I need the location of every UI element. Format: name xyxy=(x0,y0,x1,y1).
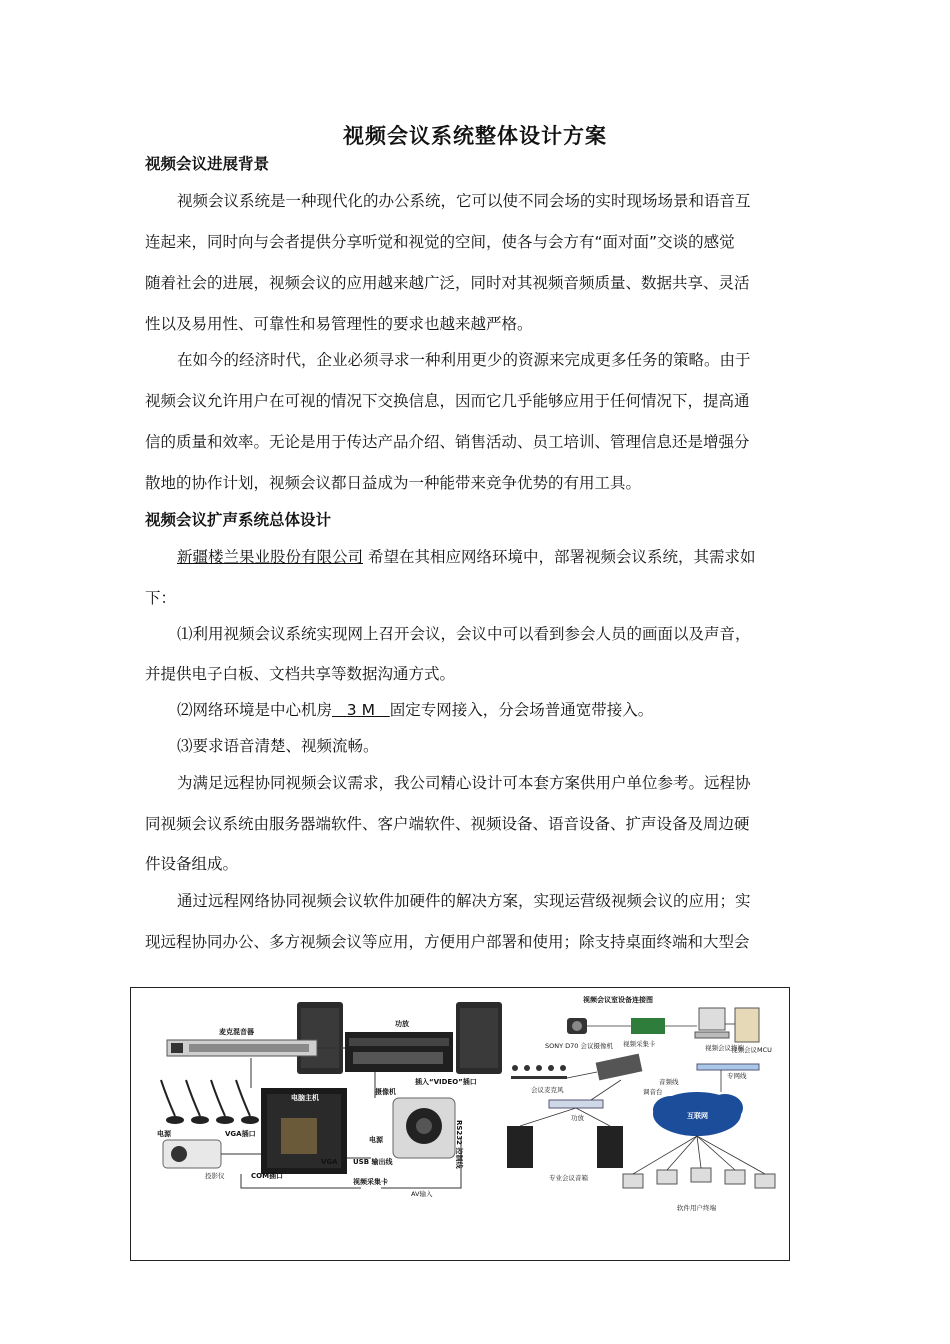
section-heading-design: 视频会议扩声系统总体设计 xyxy=(145,511,332,529)
amp-label-right: 功放 xyxy=(571,1114,584,1122)
paragraph-text: 希望在其相应网络环境中，部署视频会议系统，其需求如 xyxy=(367,548,756,566)
paragraph-line: 下： xyxy=(145,589,177,607)
video-port-label: 插入“VIDEO”插口 xyxy=(415,1078,477,1086)
paragraph-line: 信的质量和效率。无论是用于传达产品介绍、销售活动、员工培训、管理信息还是增强分 xyxy=(145,433,750,451)
vga-label: VGA xyxy=(321,1158,338,1166)
section-heading-background: 视频会议进展背景 xyxy=(145,155,270,173)
audio-line-label: 音频线 xyxy=(659,1078,679,1086)
mixer-icon xyxy=(167,1040,317,1056)
conference-speakers-icon xyxy=(507,1126,623,1168)
conference-mics-icon xyxy=(511,1065,567,1079)
projector-icon xyxy=(163,1140,221,1168)
capture-card-label: 视频采集卡 xyxy=(353,1178,388,1186)
power-label-1: 电源 xyxy=(157,1130,171,1138)
paragraph-line: 现远程协同办公、多方视频会议等应用，方便用户部署和使用；除支持桌面终端和大型会 xyxy=(145,933,750,951)
user-terminals-icon xyxy=(623,1168,775,1188)
terminal-label: 视频会议终端 xyxy=(705,1044,744,1052)
requirement-item-1: ⑴利用视频会议系统实现网上召开会议，会议中可以看到参会人员的画面以及声音， xyxy=(177,625,751,643)
paragraph-line: 件设备组成。 xyxy=(145,855,239,873)
equipment-diagram-svg xyxy=(131,988,788,1259)
sony-camera-icon xyxy=(567,1018,587,1034)
paragraph-line: 视频会议允许用户在可视的情况下交换信息，因而它几乎能够应用于任何情况下，提高通 xyxy=(145,392,750,410)
speaker-right-icon xyxy=(456,1002,502,1074)
paragraph-line: 同视频会议系统由服务器端软件、客户端软件、视频设备、语音设备、扩声设备及周边硬 xyxy=(145,815,750,833)
mixer-label: 麦克混音器 xyxy=(219,1028,254,1036)
amp-label: 功放 xyxy=(395,1020,409,1028)
switch-bar-icon xyxy=(697,1064,759,1070)
speaker-label: 专业会议音箱 xyxy=(549,1174,588,1182)
projector-label: 投影仪 xyxy=(205,1172,225,1180)
mixing-console-icon xyxy=(596,1054,643,1081)
user-terminals-label: 软件用户终端 xyxy=(677,1204,716,1212)
paragraph-line: 散地的协作计划，视频会议都日益成为一种能带来竞争优势的有用工具。 xyxy=(145,474,642,492)
power-label-2: 电源 xyxy=(369,1136,383,1144)
mcu-server-icon xyxy=(735,1008,759,1042)
mic-label: 会议麦克风 xyxy=(531,1086,564,1094)
capture-card-icon xyxy=(631,1018,665,1034)
vga-port-label: VGA插口 xyxy=(225,1130,256,1138)
paragraph-line: 在如今的经济时代，企业必须寻求一种利用更少的资源来完成更多任务的策略。由于 xyxy=(177,351,751,369)
paragraph-line: 通过远程网络协同视频会议软件加硬件的解决方案，实现运营级视频会议的应用；实 xyxy=(177,892,751,910)
dedicated-line-label: 专网线 xyxy=(727,1072,747,1080)
com-port-label: COM插口 xyxy=(251,1172,284,1180)
bandwidth-value-text: 3 M xyxy=(346,701,375,719)
amplifier-icon xyxy=(345,1032,453,1072)
sony-camera-label: SONY D70 会议摄像机 xyxy=(545,1042,613,1050)
bandwidth-value xyxy=(332,701,390,719)
av-input-label: AV输入 xyxy=(411,1190,433,1198)
console-label: 调音台 xyxy=(643,1088,663,1096)
microphones-icon xyxy=(161,1080,258,1123)
company-name: 新疆楼兰果业股份有限公司 xyxy=(177,548,364,566)
amp-rack-icon xyxy=(549,1100,603,1108)
internet-label: 互联网 xyxy=(687,1112,708,1120)
requirement-item-3: ⑶要求语音清楚、视频流畅。 xyxy=(177,737,379,755)
terminal-pc-icon xyxy=(695,1008,729,1038)
requirement-item-2 xyxy=(177,698,839,720)
paragraph-line: 视频会议系统是一种现代化的办公系统，它可以使不同会场的实时现场场景和语音互 xyxy=(177,192,751,210)
paragraph-text: ⑵网络环境是中心机房 xyxy=(177,701,333,719)
diagram-title: 视频会议室设备连接图 xyxy=(583,996,653,1004)
paragraph-line: 随着社会的进展，视频会议的应用越来越广泛，同时对其视频音频质量、数据共享、灵活 xyxy=(145,274,750,292)
paragraph-line: 为满足远程协同视频会议需求，我公司精心设计可本套方案供用户单位参考。远程协 xyxy=(177,774,751,792)
mcu-label: 视频会议MCU xyxy=(731,1046,772,1054)
paragraph-text: 固定专网接入，分会场普通宽带接入。 xyxy=(389,701,654,719)
equipment-diagram-figure xyxy=(130,987,790,1261)
camera-label: 摄像机 xyxy=(375,1088,396,1096)
paragraph-line: 并提供电子白板、文档共享等数据沟通方式。 xyxy=(145,665,456,683)
rs232-label: RS232 控制线 xyxy=(455,1120,463,1169)
usb-label: USB 输出线 xyxy=(353,1158,393,1166)
paragraph-line xyxy=(177,545,839,567)
camera-icon xyxy=(393,1098,455,1158)
paragraph-line: 连起来，同时向与会者提供分享听觉和视觉的空间，使各与会方有“面对面”交谈的感觉 xyxy=(145,233,735,251)
pc-label: 电脑主机 xyxy=(291,1094,319,1102)
paragraph-line: 性以及易用性、可靠性和易管理性的要求也越来越严格。 xyxy=(145,315,533,333)
page-title: 视频会议系统整体设计方案 xyxy=(343,123,607,148)
speaker-left-icon xyxy=(297,1002,343,1074)
capture-card-label-right: 视频采集卡 xyxy=(623,1040,656,1048)
